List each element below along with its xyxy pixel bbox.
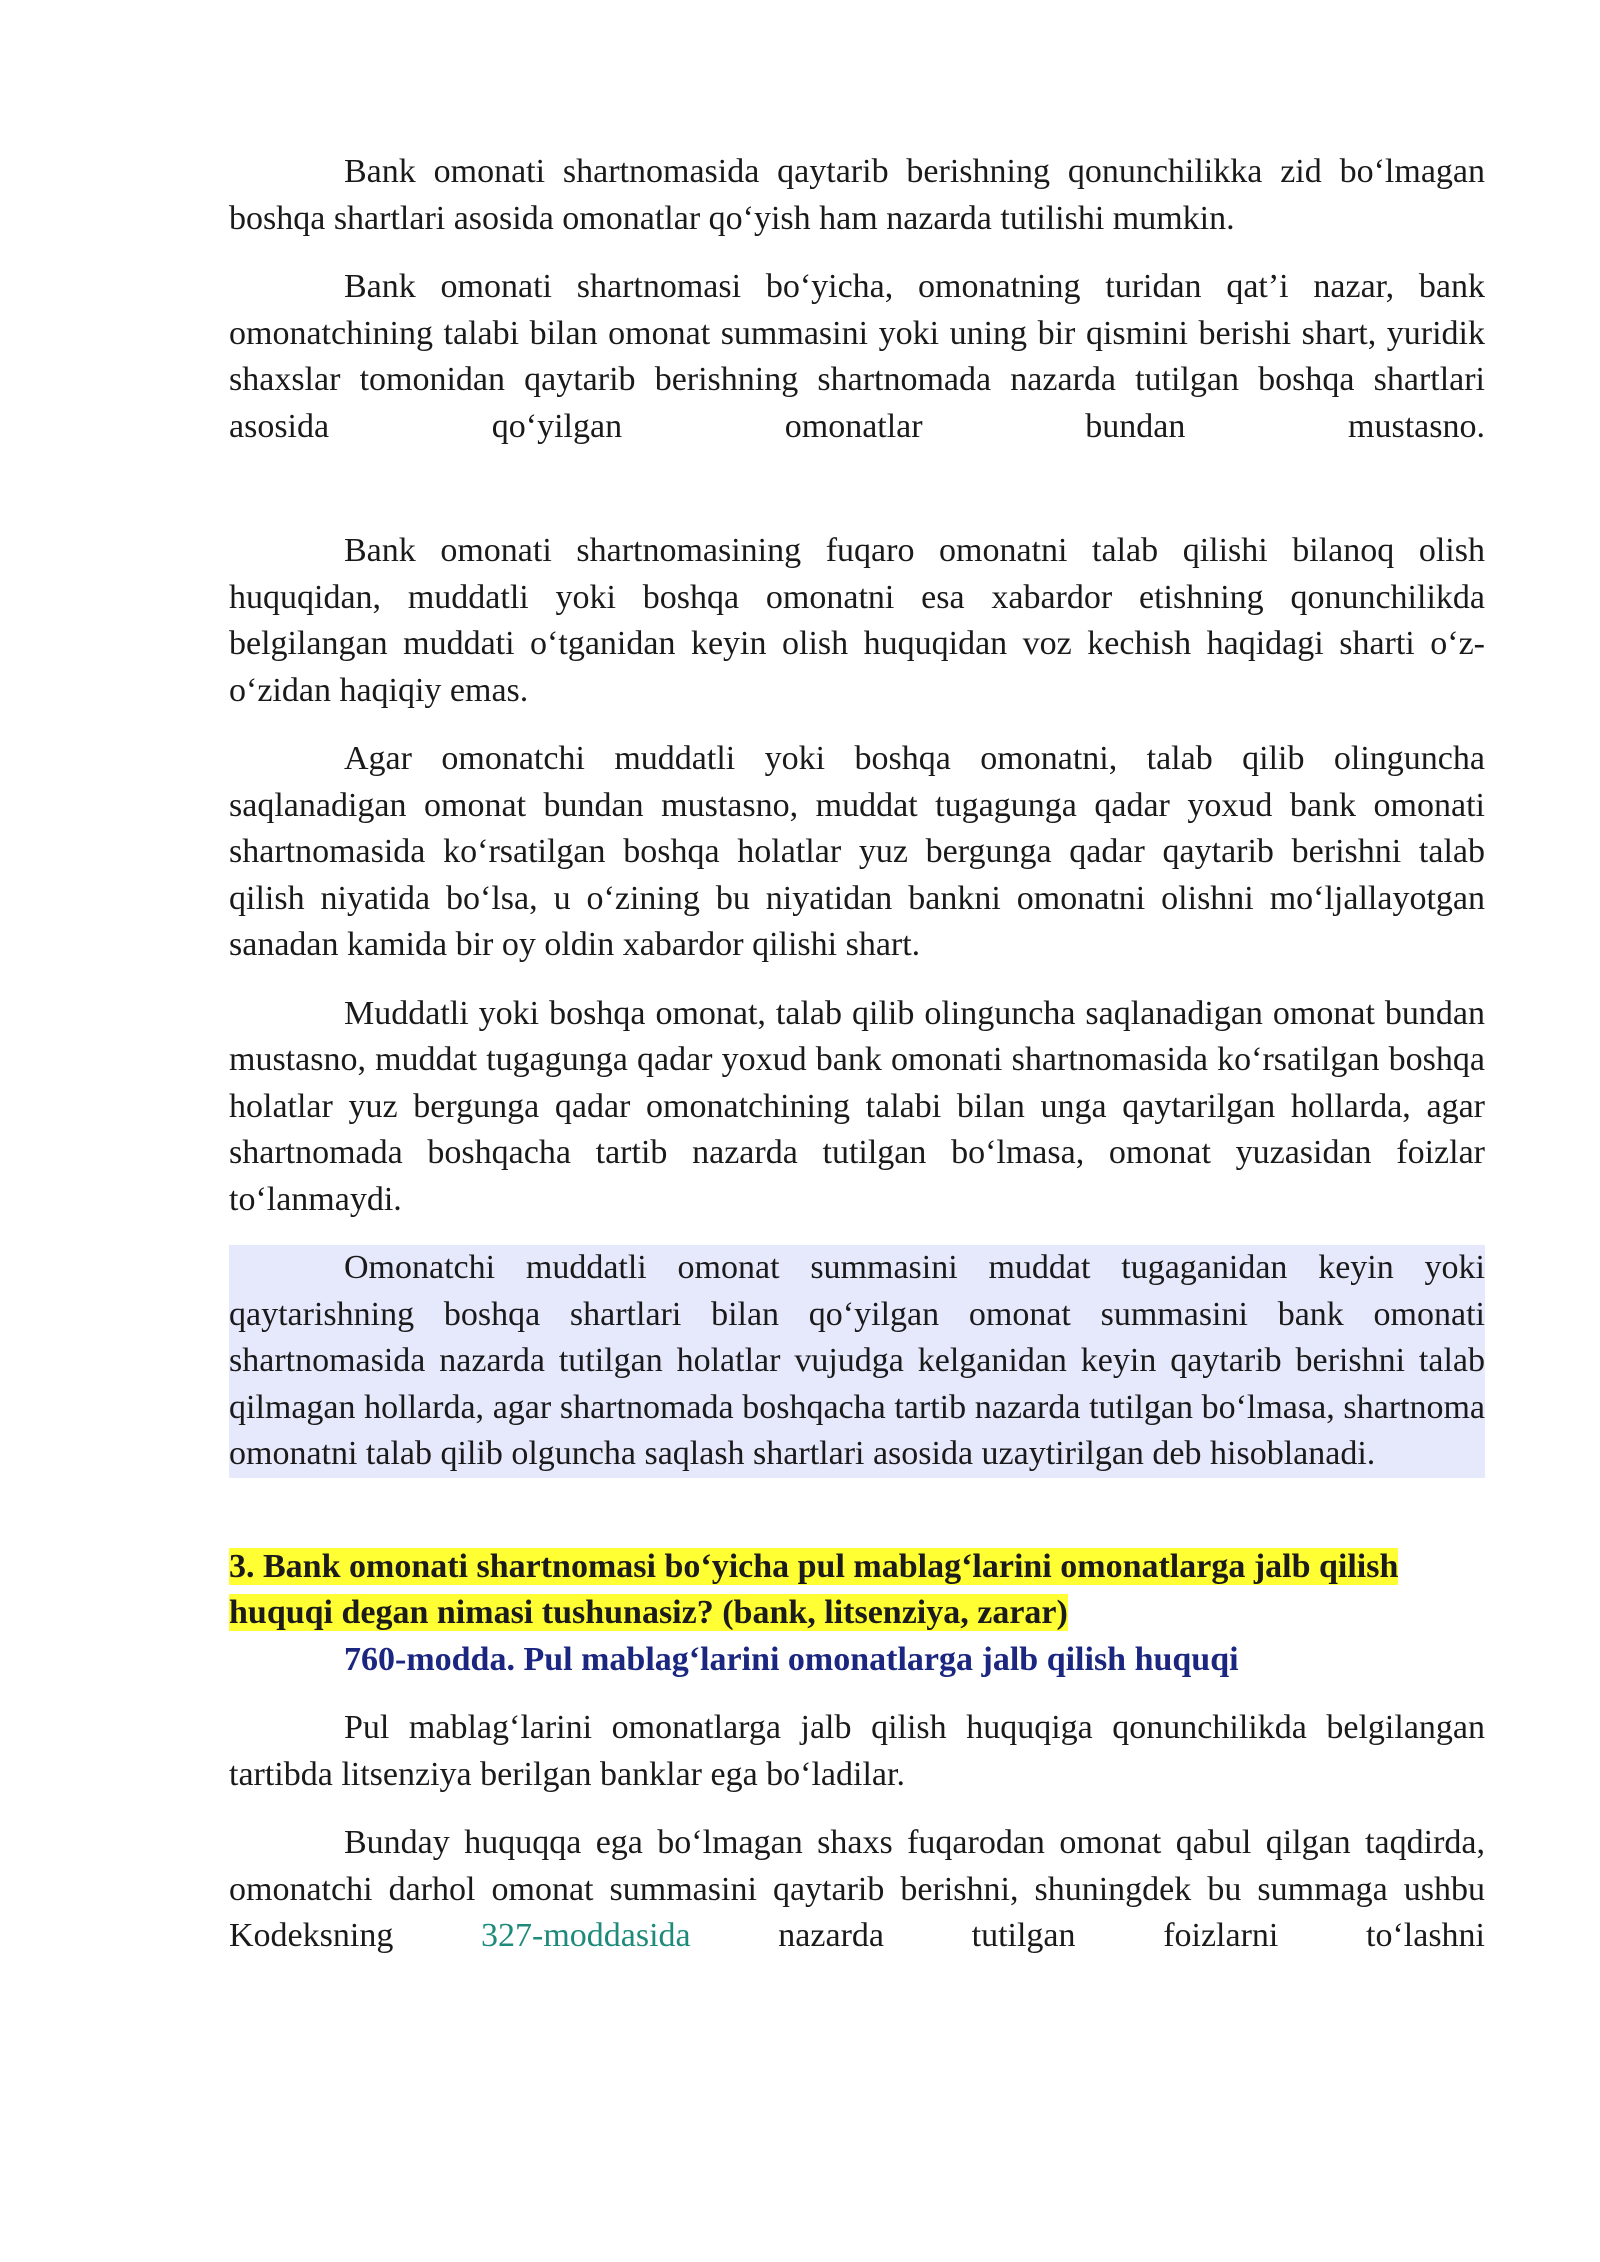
question-heading-text: 3. Bank omonati shartnomasi bo‘yicha pul mablag‘larini omonatlarga jalb qilish huquqi degan nimasi tushunasiz? (bank, litsenziya, zarar) [229, 1547, 1399, 1631]
article-paragraph-1: Pul mablag‘larini omonatlarga jalb qilish huquqiga qonunchilikda belgilangan tartibda litsenziya berilgan banklar ega bo‘ladilar. [229, 1709, 1485, 1793]
article-paragraph-2-text-start: Bunday huquqqa ega bo‘lmagan shaxs fuqarodan omonat qabul qilgan taqdirda, omonatchi darhol omonat summasini qaytarib berishni, shuningdek bu summaga ushbu Kodeksning [229, 1824, 1485, 1954]
paragraph-5: Muddatli yoki boshqa omonat, talab qilib olinguncha saqlanadigan omonat bundan mustasno, muddat tugagunga qadar yoxud bank omonati shartnomasida ko‘rsatilgan boshqa holatlar yuz bergunga qadar omonatchining talabi bilan unga qaytarilgan hollarda, agar shartnomada boshqacha tartib nazarda tutilgan bo‘lmasa, omonat yuzasidan foizlar to‘lanmaydi. [229, 994, 1485, 1218]
paragraph-3: Bank omonati shartnomasining fuqaro omonatni talab qilishi bilanoq olish huquqidan, muddatli yoki boshqa omonatni esa xabardor etishning qonunchilikda belgilangan muddati o‘tganidan keyin olish huquqidan voz kechish haqidagi sharti o‘z-o‘zidan haqiqiy emas. [229, 532, 1485, 709]
paragraph-6-shaded: Omonatchi muddatli omonat summasini muddat tugaganidan keyin yoki qaytarishning boshqa shartlari bilan qo‘yilgan omonat summasini bank omonati shartnomasida nazarda tutilgan holatlar vujudga kelganidan keyin qaytarib berishni talab qilmagan hollarda, agar shartnomada boshqacha tartib nazarda tutilgan bo‘lmasa, shartnoma omonatni talab qilib olguncha saqlash shartlari asosida uzaytirilgan deb hisoblanadi. [229, 1245, 1485, 1478]
section-gap [229, 1500, 1485, 1544]
article-paragraph-2 [229, 1820, 1485, 1960]
article-title: 760-modda. Pul mablag‘larini omonatlarga jalb qilish huquqi [344, 1640, 1239, 1678]
article-327-link[interactable]: 327-moddasida [481, 1917, 691, 1954]
paragraph-4: Agar omonatchi muddatli yoki boshqa omonatni, talab qilib olinguncha saqlanadigan omonat bundan mustasno, muddat tugagunga qadar yoxud bank omonati shartnomasida ko‘rsatilgan boshqa holatlar yuz bergunga qadar qaytarib berishni talab qilish niyatida bo‘lsa, u o‘zining bu niyatidan bankni omonatni olishni mo‘ljallayotgan sanadan kamida bir oy oldin xabardor qilishi shart. [229, 740, 1485, 963]
article-paragraph-2-text-end: nazarda tutilgan foizlarni to‘lashni [690, 1917, 1486, 1954]
paragraph-1: Bank omonati shartnomasida qaytarib berishning qonunchilikka zid bo‘lmagan boshqa shartlari asosida omonatlar qo‘yish ham nazarda tutilishi mumkin. [229, 153, 1485, 237]
document-body [229, 149, 1485, 1982]
question-heading [229, 1544, 1485, 1637]
paragraph-gap [229, 472, 1485, 528]
paragraph-2: Bank omonati shartnomasi bo‘yicha, omonatning turidan qat’i nazar, bank omonatchining talabi bilan omonat summasini yoki uning bir qismini berishi shart, yuridik shaxslar tomonidan qaytarib berishning shartnomada nazarda tutilgan boshqa shartlari asosida qo‘yilgan omonatlar bundan mustasno. [229, 268, 1485, 445]
